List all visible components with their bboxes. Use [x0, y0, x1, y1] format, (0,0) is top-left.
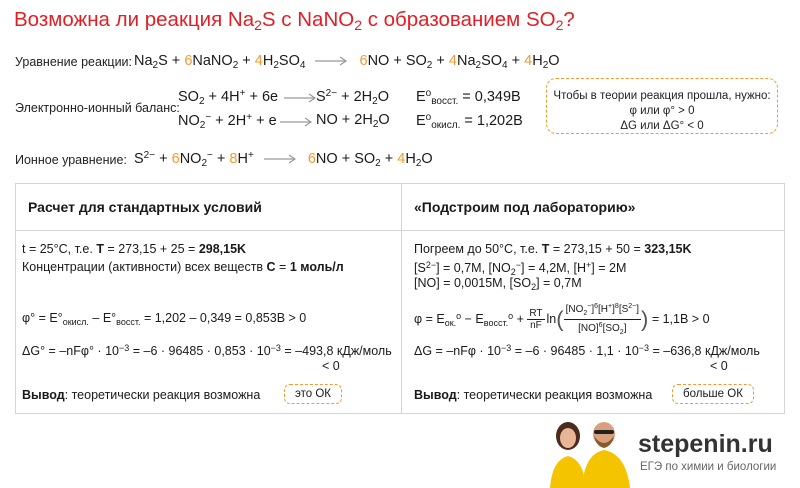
- right-verdict-badge: больше ОК: [672, 384, 754, 404]
- left-gibbs-tail: < 0: [322, 359, 340, 373]
- potential-reduction: $E^o_{восст.} = 0,349В$: [416, 88, 521, 107]
- reaction-equation: $Na_2S$ + 6NaNO$_2$ + $4H_2SO_4$ $6NO + SO_2 + 4Na_2SO_4 + 4H_2O$: [134, 53, 560, 71]
- rt-nf-fraction: $\frac{RT}{nF}$: [529, 308, 543, 331]
- arrow-right-icon: [280, 117, 314, 127]
- left-temperature: t = 25°C, т.е. T = 273,15 + 25 = 298,15K: [22, 242, 247, 256]
- condition-hint-box: [546, 78, 778, 134]
- left-conclusion: Вывод: теоретически реакция возможна: [22, 388, 261, 402]
- potential-oxidation: $E^o_{окисл.} = 1,202В$: [416, 112, 523, 131]
- brand-name: stepenin.ru: [638, 430, 773, 458]
- left-verdict-badge: это ОК: [284, 384, 342, 404]
- column-divider: [401, 184, 402, 413]
- balance-label: Электронно-ионный баланс:: [15, 101, 180, 115]
- left-potential: $\varphi^\circ = E^\circ_{окисл.} - E^\circ_{восст.} = 1,202 - 0,349 = 0,853В > 0$: [22, 311, 307, 327]
- hint-line-1: Чтобы в теории реакция прошла, нужно:: [553, 90, 771, 102]
- page-title: Возможна ли реакция $Na_2S$ с NaNO$_2$ с образованием $SO_2$?: [14, 8, 575, 33]
- right-temperature: Погреем до 50°C, т.е. T = 273,15 + 50 = 323,15K: [414, 242, 692, 256]
- right-concentrations-2: [NO] = 0,0015M, $[SO_2] = 0,7M$: [414, 276, 582, 292]
- right-gibbs: $\Delta G = -nF\varphi \cdot 10^{-3} = -6 \cdot 96485 \cdot 1,1 \cdot 10^{-3} = -636,8$ кДж/моль: [414, 343, 760, 358]
- ionic-equation: $S^{2-} + 6NO_2^- + 8H^+$ $6NO + SO_2 + 4H_2O$: [134, 150, 433, 169]
- left-gibbs: $\Delta G^\circ = -nF\varphi^\circ \cdot 10^{-3} = -6 \cdot 96485 \cdot 0,853 \cdot 10^{-3} = -493,8$ кДж/моль: [22, 343, 392, 358]
- right-column-header: «Подстроим под лабораторию»: [414, 199, 636, 215]
- header-divider: [16, 230, 784, 231]
- balance-half-reaction-2: $NO_2^- + 2H^+ + e$: [178, 112, 277, 131]
- reaction-equation-label: Уравнение реакции:: [15, 55, 133, 69]
- arrow-right-icon: [315, 56, 349, 66]
- comparison-table: [15, 183, 785, 414]
- right-concentrations-1: $[S^{2-}] = 0,7M$, $[NO_2^-] = 4,2M$, [H+] = 2M: [414, 260, 627, 277]
- balance-product-2: NO + $2H_2O$: [316, 112, 390, 130]
- hint-line-3: ΔG или ΔG° < 0: [620, 120, 704, 132]
- reaction-quotient-fraction: $\frac{[NO_2^-]^6[H^+]^8[S^{2-}]}{[NO]^6[SO_2]}$: [565, 303, 640, 336]
- balance-half-reaction-1: $SO_2 + 4H^+ + 6e$: [178, 88, 279, 107]
- ionic-equation-label: Ионное уравнение:: [15, 153, 127, 167]
- arrow-right-icon: [264, 154, 298, 164]
- right-nernst-equation: $\varphi = E_{ок.}^o - E_{восст.}^o$ + $\frac{RT}{nF}$ ln( $\frac{[NO_2^-]^6[H^+]^8[S^{2-}]}{[NO]^6[SO_2]}$ ) = 1,1В > 0: [414, 303, 710, 336]
- brand-tagline: ЕГЭ по химии и биологии: [640, 461, 777, 473]
- right-gibbs-tail: < 0: [710, 359, 728, 373]
- left-concentration: Концентрации (активности) всех веществ C = 1 моль/л: [22, 260, 344, 274]
- left-column-header: Расчет для стандартных условий: [28, 199, 262, 215]
- right-conclusion: Вывод: теоретически реакция возможна: [414, 388, 653, 402]
- hint-line-2: φ или φ° > 0: [629, 105, 695, 117]
- balance-product-1: $S^{2-} + 2H_2O$: [316, 88, 389, 107]
- presenters-avatar: [540, 416, 632, 488]
- arrow-right-icon: [284, 93, 318, 103]
